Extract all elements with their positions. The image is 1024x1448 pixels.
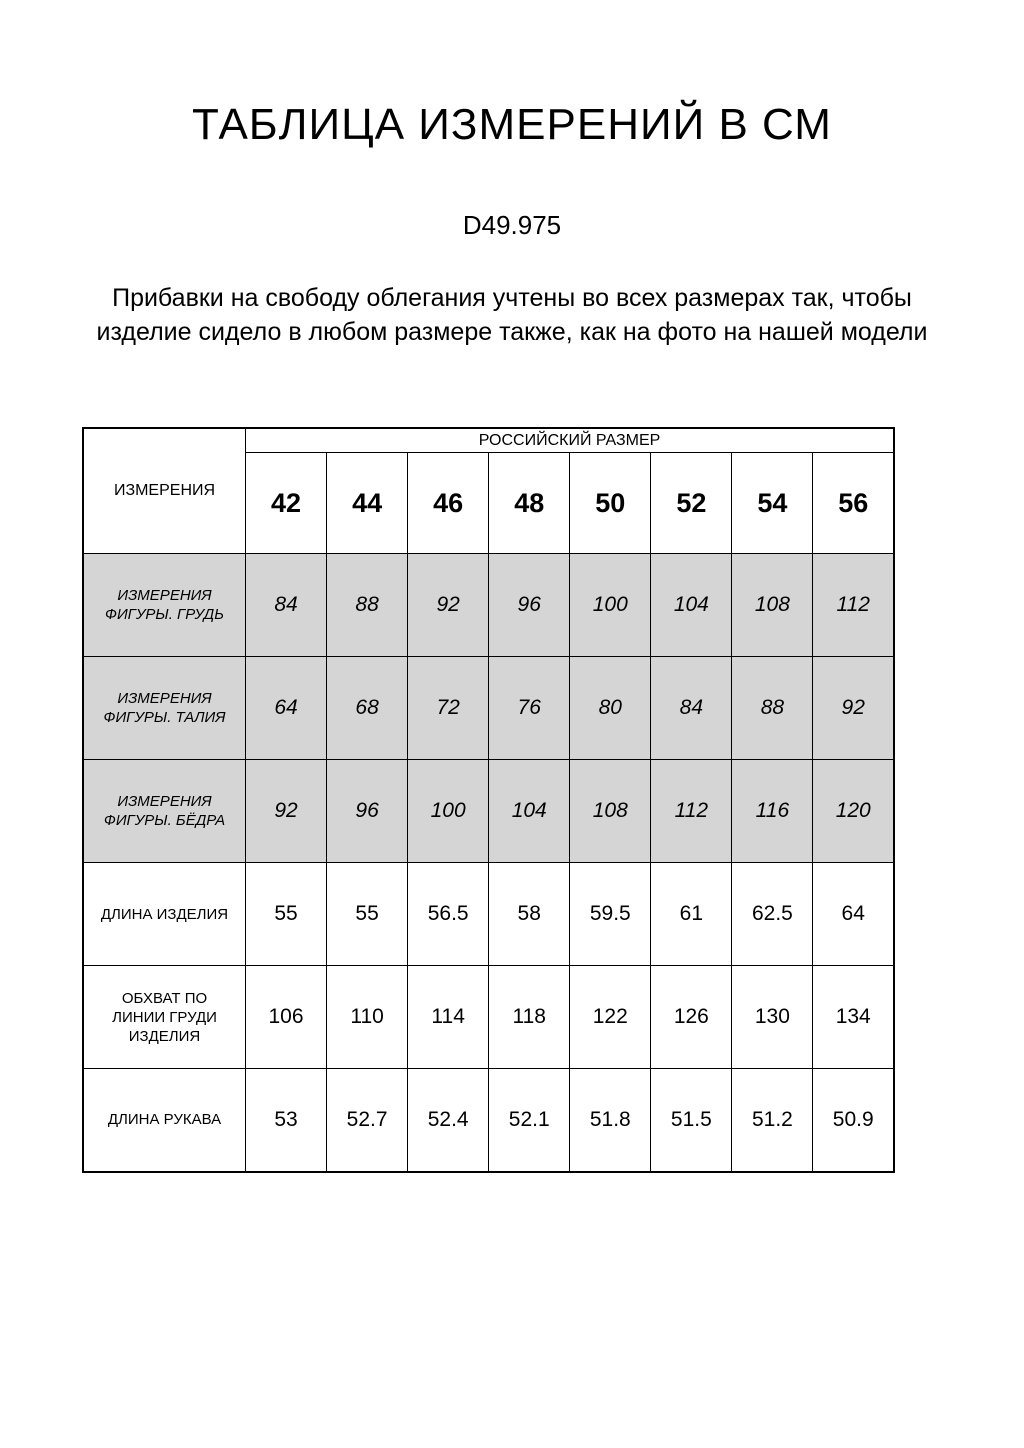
row-label-cell: ДЛИНА ИЗДЕЛИЯ (83, 863, 246, 966)
table-row (83, 657, 894, 760)
value-cell: 114 (408, 966, 489, 1069)
table-row (83, 1069, 894, 1172)
value-cell: 108 (570, 760, 651, 863)
value-cell: 104 (489, 760, 570, 863)
value-cell: 110 (327, 966, 408, 1069)
group-header-cell: РОССИЙСКИЙ РАЗМЕР (246, 428, 895, 453)
value-cell: 55 (327, 863, 408, 966)
value-cell: 92 (408, 554, 489, 657)
size-header-cell: 46 (408, 453, 489, 554)
value-cell: 84 (651, 657, 732, 760)
value-cell: 61 (651, 863, 732, 966)
value-cell: 120 (813, 760, 894, 863)
value-cell: 92 (813, 657, 894, 760)
size-header-cell: 44 (327, 453, 408, 554)
value-cell: 96 (327, 760, 408, 863)
value-cell: 84 (246, 554, 327, 657)
value-cell: 122 (570, 966, 651, 1069)
value-cell: 116 (732, 760, 813, 863)
value-cell: 51.2 (732, 1069, 813, 1172)
model-number: D49.975 (462, 210, 562, 240)
value-cell: 106 (246, 966, 327, 1069)
value-cell: 80 (570, 657, 651, 760)
row-label-cell: ИЗМЕРЕНИЯ ФИГУРЫ. БЁДРА (83, 760, 246, 863)
value-cell: 108 (732, 554, 813, 657)
value-cell: 52.1 (489, 1069, 570, 1172)
value-cell: 58 (489, 863, 570, 966)
value-cell: 52.4 (408, 1069, 489, 1172)
value-cell: 118 (489, 966, 570, 1069)
row-label-cell: ИЗМЕРЕНИЯ ФИГУРЫ. ГРУДЬ (83, 554, 246, 657)
row-label-cell: ДЛИНА РУКАВА (83, 1069, 246, 1172)
size-header-cell: 54 (732, 453, 813, 554)
value-cell: 55 (246, 863, 327, 966)
size-header-cell: 52 (651, 453, 732, 554)
size-header-cell: 50 (570, 453, 651, 554)
value-cell: 64 (813, 863, 894, 966)
fit-note: Прибавки на свободу облегания учтены во всех размерах так, чтобы изделие сидело в любом размере также, как на фото на нашей модели (96, 284, 928, 346)
value-cell: 50.9 (813, 1069, 894, 1172)
value-cell: 126 (651, 966, 732, 1069)
value-cell: 56.5 (408, 863, 489, 966)
value-cell: 104 (651, 554, 732, 657)
measurements-table (82, 427, 895, 1173)
value-cell: 130 (732, 966, 813, 1069)
size-header-cell: 56 (813, 453, 894, 554)
value-cell: 64 (246, 657, 327, 760)
table-row (83, 760, 894, 863)
value-cell: 96 (489, 554, 570, 657)
size-header-cell: 48 (489, 453, 570, 554)
row-label-cell: ИЗМЕРЕНИЯ ФИГУРЫ. ТАЛИЯ (83, 657, 246, 760)
value-cell: 62.5 (732, 863, 813, 966)
value-cell: 53 (246, 1069, 327, 1172)
value-cell: 100 (408, 760, 489, 863)
value-cell: 88 (732, 657, 813, 760)
table-row (83, 863, 894, 966)
page-title: ТАБЛИЦА ИЗМЕРЕНИЙ В СМ (192, 100, 832, 149)
value-cell: 112 (651, 760, 732, 863)
row-label-cell: ОБХВАТ ПО ЛИНИИ ГРУДИ ИЗДЕЛИЯ (83, 966, 246, 1069)
value-cell: 134 (813, 966, 894, 1069)
table-row (83, 554, 894, 657)
value-cell: 51.8 (570, 1069, 651, 1172)
value-cell: 51.5 (651, 1069, 732, 1172)
group-header-row (83, 428, 894, 453)
table-row (83, 966, 894, 1069)
value-cell: 68 (327, 657, 408, 760)
corner-header-cell: ИЗМЕРЕНИЯ (83, 428, 246, 554)
value-cell: 112 (813, 554, 894, 657)
size-header-cell: 42 (246, 453, 327, 554)
value-cell: 72 (408, 657, 489, 760)
value-cell: 59.5 (570, 863, 651, 966)
value-cell: 52.7 (327, 1069, 408, 1172)
value-cell: 92 (246, 760, 327, 863)
value-cell: 88 (327, 554, 408, 657)
value-cell: 76 (489, 657, 570, 760)
value-cell: 100 (570, 554, 651, 657)
